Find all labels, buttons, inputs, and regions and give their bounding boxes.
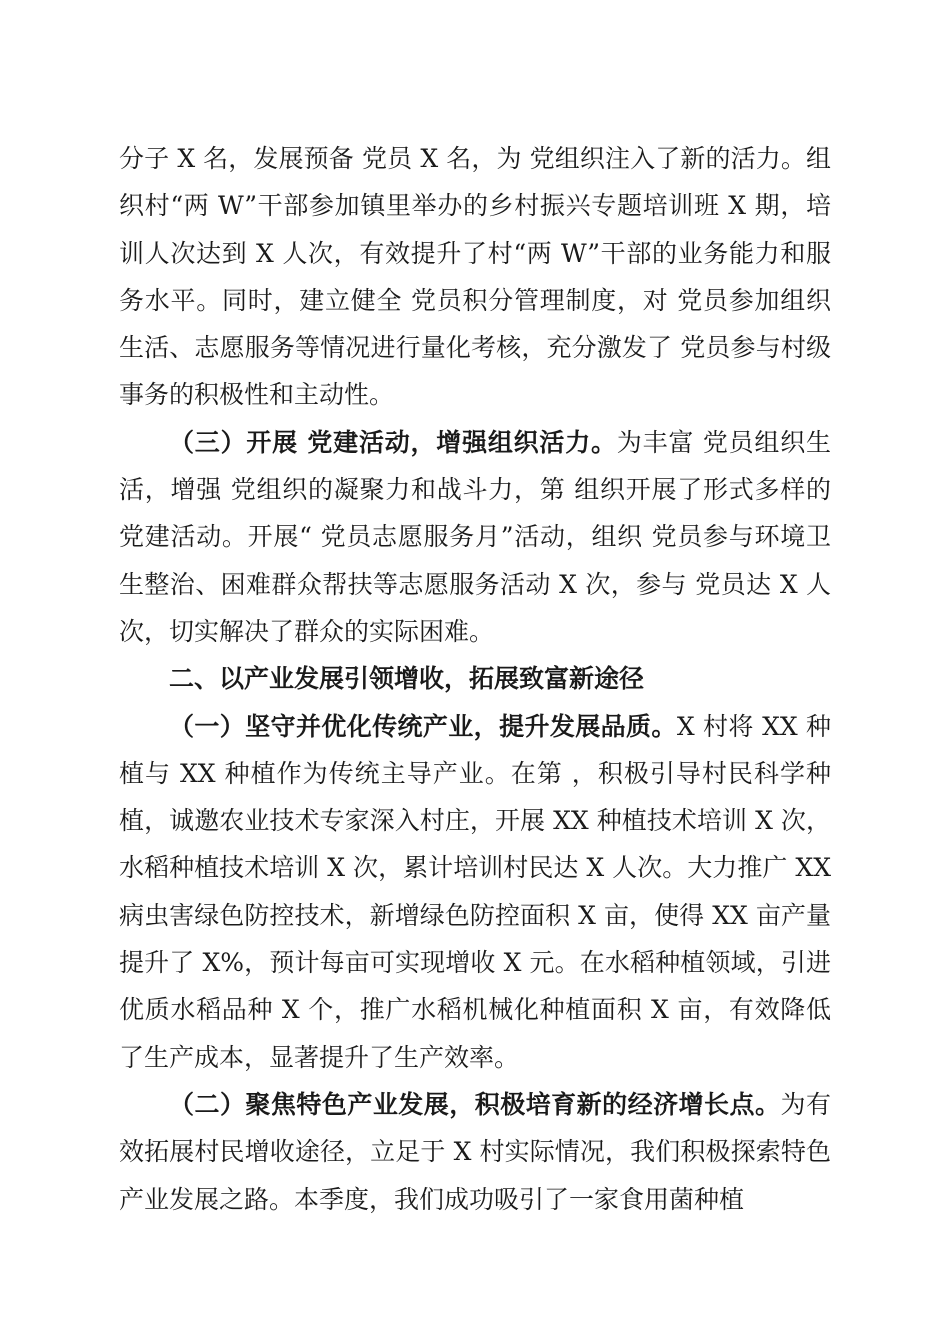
- document-body: [119, 135, 831, 1223]
- section-heading: 二、以产业发展引领增收，拓展致富新途径: [169, 664, 645, 694]
- paragraph-text: 分子 X 名，发展预备 党员 X 名，为 党组织注入了新的活力。组织村“两 W”干部参加镇里举办的乡村振兴专题培训班 X 期，培训人次达到 X 人次，有效提升了村“两 W”干部的业务能力和服务水平。同时，建立健全 党员积分管理制度，对 党员参加组织生活、志愿服务等情况进行量化考核，充分激发了 党员参与村级事务的积极性和主动性。: [119, 144, 831, 410]
- paragraph-text: 为有效拓展村民增收途径，立足于 X 村实际情况，我们积极探索特色产业发展之路。本季度，我们成功吸引了一家食用菌种植: [119, 1089, 831, 1214]
- paragraph-text: 为丰富 党员组织生活，增强 党组织的凝聚力和战斗力，第 组织开展了形式多样的党建活动。开展“ 党员志愿服务月”活动，组织 党员参与环境卫生整治、困难群众帮扶等志愿服务活动 X 次，参与 党员达 X 人次，切实解决了群众的实际困难。: [119, 427, 831, 646]
- paragraph-traditional-industry: [119, 703, 831, 1081]
- subsection-heading: （二）聚焦特色产业发展，积极培育新的经济增长点。: [169, 1089, 781, 1119]
- subsection-heading: （一）坚守并优化传统产业，提升发展品质。: [169, 711, 677, 741]
- paragraph-special-industry: [119, 1081, 831, 1223]
- paragraph-text: X 村将 XX 种植与 XX 种植作为传统主导产业。在第 ，积极引导村民科学种植，诚邀农业技术专家深入村庄，开展 XX 种植技术培训 X 次，水稻种植技术培训 X 次，累计培训村民达 X 人次。大力推广 XX 病虫害绿色防控技术，新增绿色防控面积 X 亩，使得 XX 亩产量提升了 X%，预计每亩可实现增收 X 元。在水稻种植领域，引进优质水稻品种 X 个，推广水稻机械化种植面积 X 亩，有效降低了生产成本，显著提升了生产效率。: [119, 711, 831, 1072]
- subsection-heading: （三）开展 党建活动，增强组织活力。: [169, 427, 617, 457]
- paragraph-party-activities: [119, 419, 831, 655]
- paragraph-party-development: [119, 135, 831, 419]
